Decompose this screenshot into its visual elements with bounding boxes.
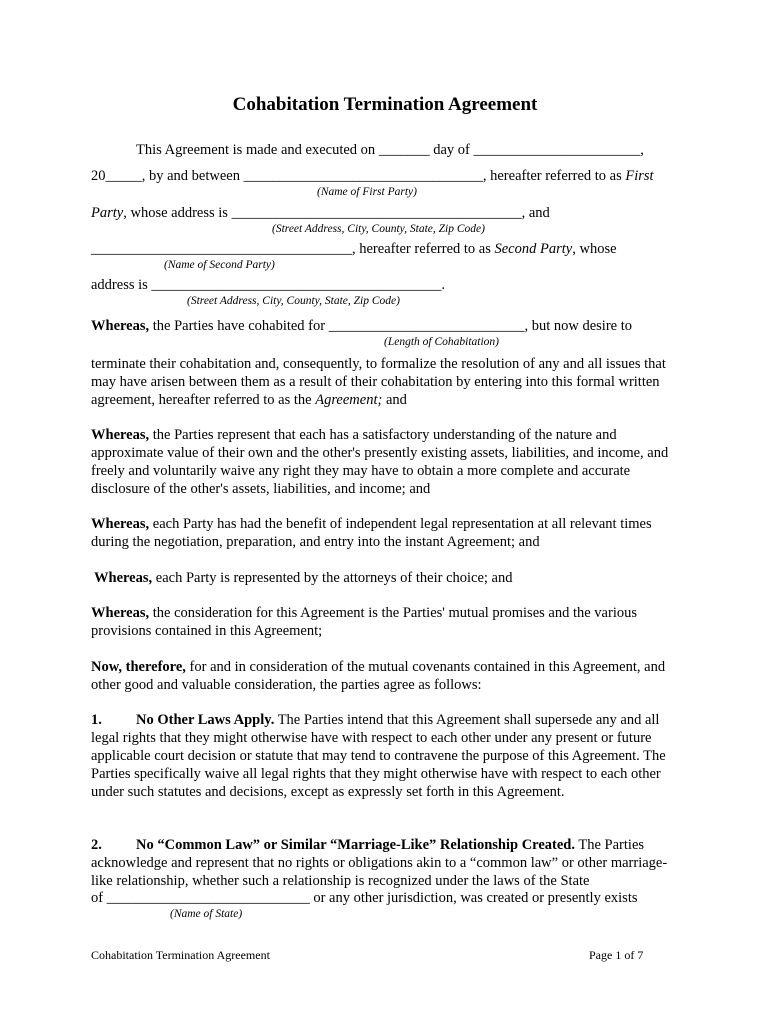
second-party-name-blank: ____________________________________, [91, 241, 356, 257]
document-title: Cohabitation Termination Agreement [232, 94, 538, 115]
recital-paragraph-6 [91, 658, 681, 694]
intro-text: the Parties have cohabited for [152, 318, 326, 334]
length-blank: ___________________________, [328, 318, 529, 334]
caption-second-address: (Street Address, City, County, State, Zip Code) [187, 295, 400, 307]
section-text: The Parties intend that this Agreement shall supersede any and all legal rights that they might otherwise have with respect to each other under any present or future applicable court decision or statute that may tend to contravene the purpose of this Agreement. The Parties specifically waive all legal rights that they might otherwise have with respect to each other under such statutes and decisions, except as expressly set forth in this Agreement. [91, 712, 666, 800]
intro-line-2 [91, 168, 654, 185]
intro-text: but now desire to [531, 318, 632, 334]
intro-text: , whose address is [123, 205, 228, 221]
para-text: the Parties represent that each has a satisfactory understanding of the nature and approximate value of their own and the other's presently existing assets, liabilities, and income, and freely and voluntarily waive any right they may have to obtain a more complete and accurate disclosure of the other's assets, liabilities, and income; and [91, 427, 669, 497]
caption-first-party: (Name of First Party) [317, 186, 417, 198]
agreement-term: Agreement; [315, 392, 383, 408]
section-2 [91, 836, 681, 890]
day-blank: _______ [378, 142, 430, 158]
caption-length: (Length of Cohabitation) [384, 336, 499, 348]
whereas-lead: Whereas, [94, 570, 153, 586]
whereas-lead: Whereas, [91, 605, 150, 621]
recital-paragraph-1 [91, 355, 681, 409]
section-1 [91, 711, 681, 801]
month-blank: _______________________, [473, 142, 644, 158]
intro-line-1 [136, 142, 644, 159]
para-text: and [385, 392, 407, 408]
intro-line-4 [91, 241, 617, 258]
intro-italic: First [625, 168, 654, 184]
intro-text: 20_____, by and between [91, 168, 240, 184]
intro-text: day of [433, 142, 470, 158]
intro-line-3 [91, 205, 550, 222]
section-heading: No “Common Law” or Similar “Marriage-Like” Relationship Created. [136, 837, 576, 853]
recital-paragraph-5 [91, 604, 681, 640]
first-party-address-blank: ________________________________________, [231, 205, 526, 221]
whereas-lead: Whereas, [91, 516, 150, 532]
section-text: or any other jurisdiction, was created or presently exists [313, 890, 638, 906]
page-number: Page 1 of 7 [589, 948, 644, 962]
recital-paragraph-2 [91, 426, 681, 498]
state-blank: ____________________________ [106, 890, 310, 906]
intro-text: , whose [572, 241, 617, 257]
caption-first-address: (Street Address, City, County, State, Zip Code) [272, 223, 485, 235]
para-text: each Party has had the benefit of independent legal representation at all relevant times during the negotiation, preparation, and entry into the instant Agreement; and [91, 516, 652, 550]
section-heading: No Other Laws Apply. [136, 712, 275, 728]
now-therefore-lead: Now, therefore, [91, 659, 186, 675]
intro-text: and [528, 205, 550, 221]
whereas-lead: Whereas, [91, 318, 150, 334]
footer-title: Cohabitation Termination Agreement [91, 948, 270, 962]
section-text: of [91, 890, 104, 906]
intro-text: This Agreement is made and executed on [136, 142, 376, 158]
intro-text: hereafter referred to as [490, 168, 622, 184]
first-party-name-blank: _________________________________, [243, 168, 487, 184]
section-text: The Parties acknowledge and represent that no rights or obligations akin to a “common law” or other marriage-like relationship, whether such a relationship is recognized under the laws of the State [91, 837, 668, 889]
recital-paragraph-3 [91, 515, 681, 551]
para-text: each Party is represented by the attorneys of their choice; and [155, 570, 513, 586]
section-number: 1. [91, 712, 102, 728]
para-text: terminate their cohabitation and, consequently, to formalize the resolution of any and all issues that may have arisen between them as a result of their cohabitation by entering into this formal written agreement, hereafter referred to as the [91, 356, 666, 408]
caption-state: (Name of State) [170, 908, 243, 920]
para-text: the consideration for this Agreement is the Parties' mutual promises and the various provisions contained in this Agreement; [91, 605, 637, 639]
section-number: 2. [91, 837, 102, 853]
intro-text: address is [91, 277, 148, 293]
intro-text: hereafter referred to as [359, 241, 491, 257]
intro-line-5 [91, 277, 445, 294]
para-text: for and in consideration of the mutual covenants contained in this Agreement, and other good and valuable consideration, the parties agree as follows: [91, 659, 666, 693]
intro-italic: Second Party [494, 241, 573, 257]
second-party-address-blank: ________________________________________. [151, 277, 446, 293]
section-2-last-line [91, 890, 637, 907]
caption-second-party: (Name of Second Party) [164, 259, 275, 271]
whereas-lead: Whereas, [91, 427, 150, 443]
recital-paragraph-4 [94, 569, 684, 587]
intro-italic: Party [91, 205, 124, 221]
intro-line-6 [91, 318, 632, 335]
